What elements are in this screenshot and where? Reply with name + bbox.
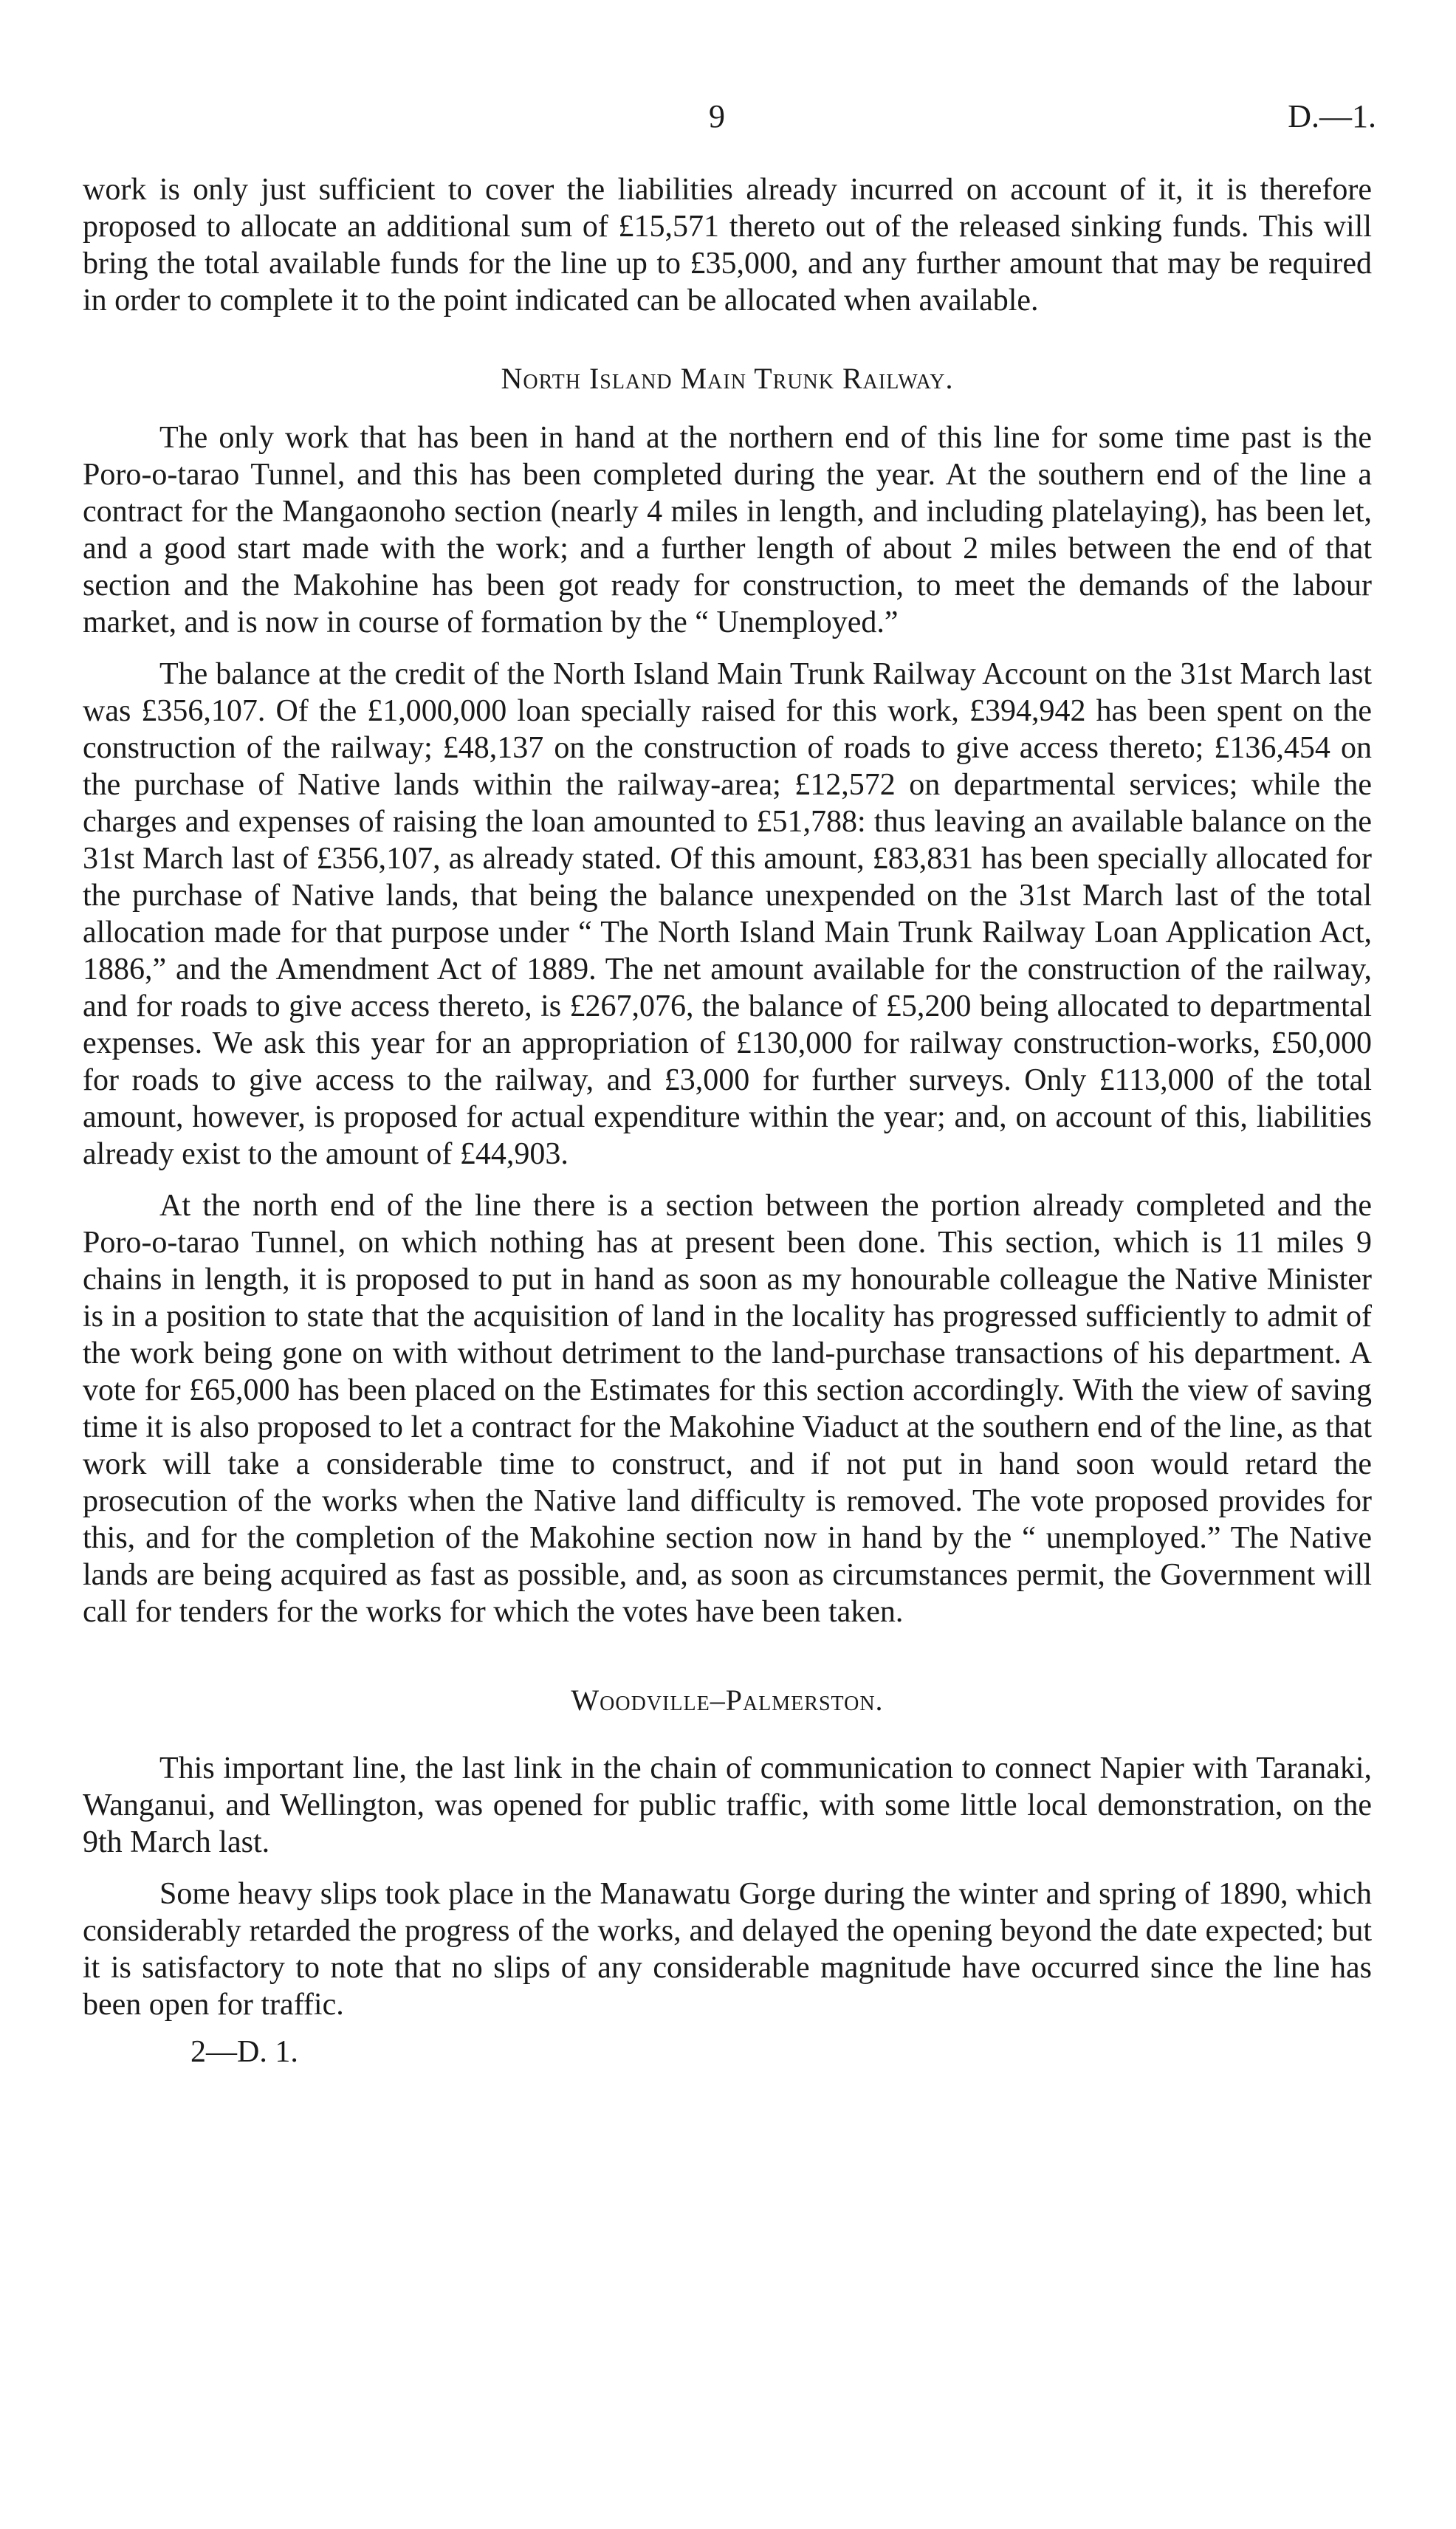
paragraph: The only work that has been in hand at the northern end of this line for some time past is the Poro-o-tarao Tunnel, and this has been completed during the year. At the southern end of the line a contract for the Mangaonoho section (nearly 4 miles in length, and including platelaying), has been let, and a good start made with the work; and a further length of about 2 miles between the end of that section and the Makohine has been got ready for construction, to meet the demands of the labour market, and is now in course of formation by the “ Unemployed.” (83, 421, 1372, 639)
page-body (83, 171, 1372, 2070)
page-header (0, 97, 1456, 142)
paragraph: At the north end of the line there is a section between the portion already completed and the Poro-o-tarao Tunnel, on which nothing has at present been done. This section, which is 11 miles 9 chains in length, it is proposed to put in hand as soon as my honourable colleague the Native Minister is in a position to state that the acquisition of land in the locality has progressed sufficiently to admit of the work being gone on with without detriment to the land-purchase transactions of his department. A vote for £65,000 has been placed on the Estimates for this section accordingly. With the view of saving time it is also proposed to let a contract for the Makohine Viaduct at the southern end of the line, as that work will take a considerable time to construct, and if not put in hand soon would retard the prosecution of the works when the Native land difficulty is removed. The vote proposed provides for this, and for the completion of the Makohine section now in hand by the “ unemployed.” The Native lands are being acquired as fast as possible, and, as soon as circumstances permit, the Government will call for tenders for the works for which the votes have been taken. (83, 1189, 1372, 1629)
paragraph: This important line, the last link in the chain of communication to connect Napier with Taranaki, Wanganui, and Wellington, was opened for public traffic, with some little local demonstration, on the 9th March last. (83, 1751, 1372, 1859)
signature-reference: 2—D. 1. (190, 2035, 298, 2069)
paragraph: The balance at the credit of the North Island Main Trunk Railway Account on the 31st March last was £356,107. Of the £1,000,000 loan specially raised for this work, £394,942 has been spent on the construction of the railway; £48,137 on the construction of roads to give access thereto; £136,454 on the purchase of Native lands within the railway-area; £12,572 on departmental services; while the charges and expenses of raising the loan amounted to £51,788: thus leaving an available balance on the 31st March last of £356,107, as already stated. Of this amount, £83,831 has been specially allocated for the purchase of Native lands, that being the balance unexpended on the 31st March last of the total allocation made for that purpose under “ The North Island Main Trunk Railway Loan Application Act, 1886,” and the Amendment Act of 1889. The net amount available for the construction of the railway, and for roads to give access thereto, is £267,076, the balance of £5,200 being allocated to departmental expenses. We ask this year for an appropriation of £130,000 for railway construction-works, £50,000 for roads to give access to the railway, and £3,000 for further surveys. Only £113,000 of the total amount, however, is proposed for actual expenditure within the year; and, on account of this, liabilities already exist to the amount of £44,903. (83, 657, 1372, 1171)
document-code: D.—1. (1288, 98, 1376, 134)
paragraph: Some heavy slips took place in the Manawatu Gorge during the winter and spring of 1890, which considerably retarded the progress of the works, and delayed the opening beyond the date expected; but it is satisfactory to note that no slips of any considerable magnitude have occurred since the line has been open for traffic. (83, 1877, 1372, 2022)
section-heading-woodville: Woodville–Palmerston. (571, 1684, 884, 1717)
page-number: 9 (709, 98, 725, 134)
section-heading-main-trunk: North Island Main Trunk Railway. (501, 362, 954, 395)
intro-paragraph: work is only just sufficient to cover the liabilities already incurred on account of it, it is therefore proposed to allocate an additional sum of £15,571 thereto out of the released sinking funds. This will bring the total available funds for the line up to £35,000, and any further amount that may be required in order to complete it to the point indicated can be allocated when available. (83, 173, 1372, 318)
